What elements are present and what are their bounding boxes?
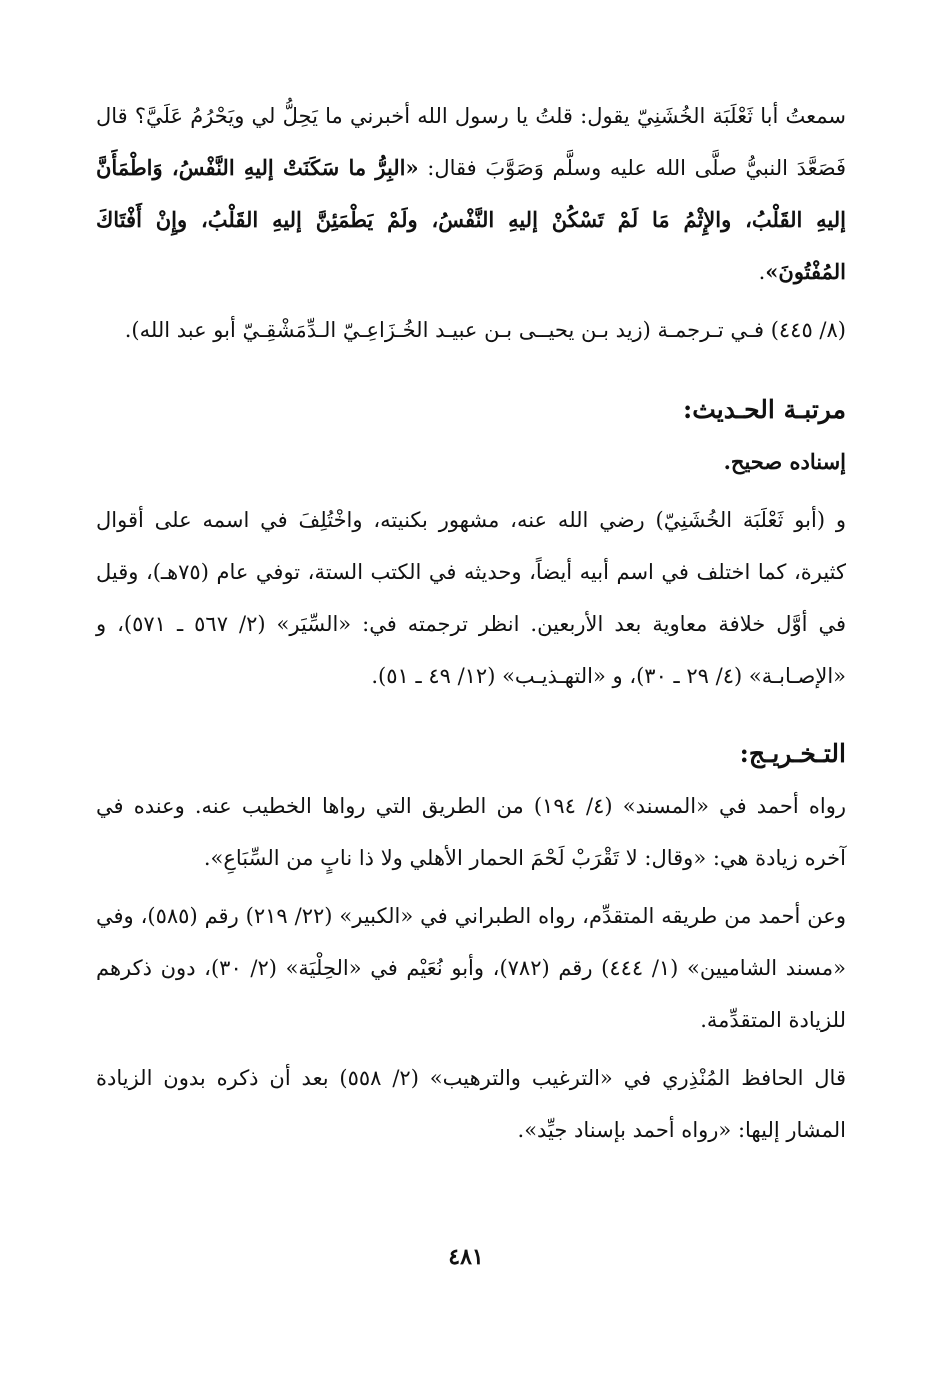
takhrij-paragraph-2: وعن أحمد من طريقه المتقدِّم، رواه الطبراني في «الكبير» (٢٢/ ٢١٩) رقم (٥٨٥)، وفي «مسند الشاميين» (١/ ٤٤٤) رقم (٧٨٢)، وأبو نُعَيْم في «الحِلْيَة» (٢/ ٣٠)، دون ذكرهم للزيادة المتقدِّمة.: [96, 904, 846, 1032]
source-reference: (٨/ ٤٤٥) فـي تـرجمـة (زيد بـن يحيــى بـن عبيـد الخُـزَاعِـيّ الـدِّمَشْقِـيّ أبو عبد الله).: [124, 318, 846, 342]
grading-text: إسناده صحيح.: [723, 449, 846, 474]
page-body: [96, 90, 846, 1156]
hadith-paragraph: [96, 90, 846, 298]
takhrij-heading: التـخـريـج:: [739, 739, 846, 768]
narrator-paragraph: و (أبو ثَعْلَبَة الخُشَنِيّ) رضي الله عنه، مشهور بكنيته، واخْتُلِفَ في اسمه على أقوال كثيرة، كما اختلف في اسم أبيه أيضاً، وحديثه في الكتب الستة، توفي عام (٧٥هـ)، وقيل في أوَّل خلافة معاوية بعد الأربعين. انظر ترجمته في: «السِّيَر» (٢/ ٥٦٧ ـ ٥٧١)، و «الإصـابـة» (٤/ ٢٩ ـ ٣٠)، و «التهـذيـب» (١٢/ ٤٩ ـ ٥١).: [96, 508, 846, 688]
hadith-intro: سمعتُ أبا ثَعْلَبَة الخُشَنِيّ يقول: قلتُ يا رسول الله أخبرني ما يَحِلُّ لي ويَحْرُمُ عَلَيَّ؟ قال فَصَعَّدَ النبيُّ صلَّى الله عليه وسلَّم وَصَوَّبَ فقال:: [96, 104, 846, 180]
takhrij-paragraph-3: قال الحافظ المُنْذِري في «الترغيب والترهيب» (٢/ ٥٥٨) بعد أن ذكره بدون الزيادة المشار إليها: «رواه أحمد بإسناد جيِّد».: [96, 1066, 846, 1142]
grading-heading: مرتبـة الحـديث:: [682, 395, 846, 424]
page-number: ٤٨١: [448, 1244, 484, 1270]
takhrij-paragraph-1: رواه أحمد في «المسند» (٤/ ١٩٤) من الطريق التي رواها الخطيب عنه. وعنده في آخره زيادة هي: «وقال: لا تَقْرَبْ لَحْمَ الحمار الأهلي ولا ذا نابٍ من السِّبَاعِ».: [96, 794, 846, 870]
hadith-text: «البِرُّ ما سَكَنَتْ إليهِ النَّفْسُ، وَاطْمَأَنَّ إليهِ القَلْبُ، والإِثْمُ مَا لَمْ تَسْكُنْ إليهِ النَّفْسُ، ولَمْ يَطْمَئِنَّ إليهِ القَلْبُ، وإِنْ أَفْتَاكَ المُفْتُونَ»: [96, 155, 846, 284]
hadith-end: .: [758, 260, 766, 284]
